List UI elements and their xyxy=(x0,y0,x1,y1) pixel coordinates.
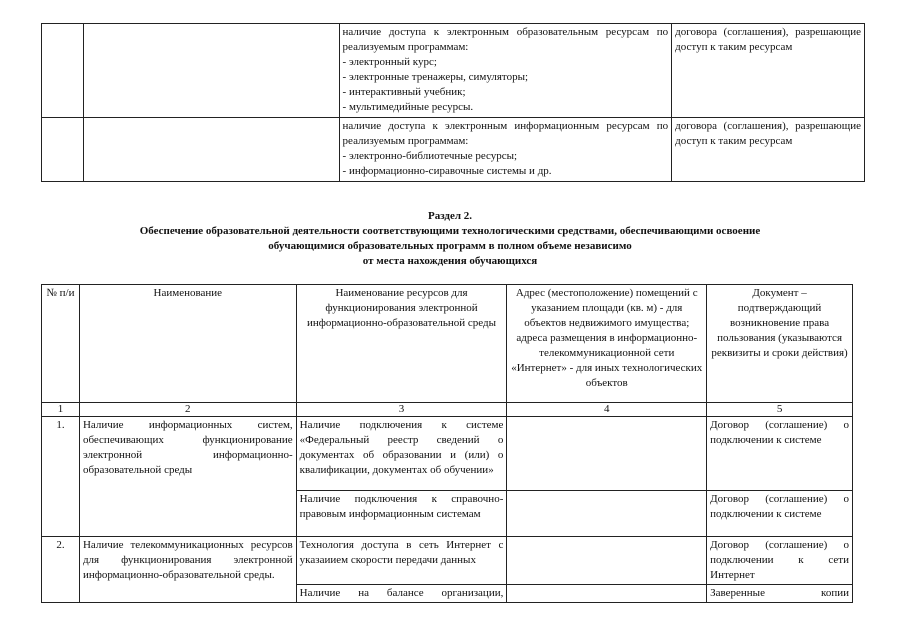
row-name: Наличие телекоммуникационных ресурсов для функционирования электронной информационно-образовательной среды. xyxy=(79,537,296,603)
column-number: 4 xyxy=(507,403,707,417)
section-title-line: обучающимися образовательных программ в полном объеме независимо xyxy=(268,240,632,252)
document-cell: Договор (соглашение) о подключении к системе xyxy=(707,491,853,537)
list-item: - электронный курс; xyxy=(343,55,669,70)
header-cell-resources: Наименование ресурсов для функционирования электронной информационно-образовательной среды xyxy=(296,285,507,403)
table-row xyxy=(42,537,853,585)
document-cell: договора (соглашения), разрешающие доступ к таким ресурсам xyxy=(672,24,865,118)
section-number: Раздел 2. xyxy=(427,210,473,222)
address-cell xyxy=(507,417,707,491)
resource-intro: наличие доступа к электронным информационным ресурсам по реализуемым программам: xyxy=(342,120,669,147)
table-row xyxy=(42,118,865,182)
empty-cell xyxy=(42,24,84,118)
list-item: - интерактивный учебник; xyxy=(343,85,669,100)
top-table xyxy=(41,23,865,182)
list-item: - электронные тренажеры, симуляторы; xyxy=(343,70,669,85)
address-cell xyxy=(507,585,707,603)
resource-cell: Наличие подключения к системе «Федеральный реестр сведений о документах об образовании и (или) о квалификации, документах об обучении» xyxy=(296,417,507,491)
section-heading xyxy=(0,209,900,269)
document-cell: Заверенные копии xyxy=(707,585,853,603)
resource-cell xyxy=(339,118,672,182)
document-cell: Договор (соглашение) о подключении к системе xyxy=(707,417,853,491)
section-title-line: Обеспечение образовательной деятельности соответствующими технологическими средствами, обеспечивающими освоение xyxy=(139,225,761,237)
resource-cell: Наличие на балансе организации, xyxy=(296,585,507,603)
list-item: - электронно-библиотечные ресурсы; xyxy=(343,149,669,164)
row-name: Наличие информационных систем, обеспечивающих функционирование электронной информационно-образовательной среды xyxy=(79,417,296,537)
header-cell-number: № п/и xyxy=(42,285,80,403)
header-cell-address: Адрес (местоположение) помещений с указанием площади (кв. м) - для объектов недвижимого имущества; адреса размещения в информационно-телекоммуникационной сети «Интернет» - для иных технологических объектов xyxy=(507,285,707,403)
header-cell-name: Наименование xyxy=(79,285,296,403)
resource-cell xyxy=(339,24,672,118)
column-number: 5 xyxy=(707,403,853,417)
address-cell xyxy=(507,491,707,537)
section-title-line: от места нахождения обучающихся xyxy=(362,255,538,267)
column-number-row xyxy=(42,403,853,417)
empty-cell xyxy=(83,24,339,118)
address-cell xyxy=(507,537,707,585)
resource-cell: Технология доступа в сеть Интернет с указаиием скорости передачи данных xyxy=(296,537,507,585)
header-row xyxy=(42,285,853,403)
list-item: - информационно-сиравочные системы и др. xyxy=(343,164,669,179)
row-number: 2. xyxy=(42,537,80,603)
column-number: 1 xyxy=(42,403,80,417)
resource-list xyxy=(343,55,669,115)
table-row xyxy=(42,417,853,491)
resource-intro: наличие доступа к электронным образовательным ресурсам по реализуемым программам: xyxy=(342,26,669,53)
document-cell: договора (соглашения), разрешающие доступ к таким ресурсам xyxy=(672,118,865,182)
list-item: - мультимедийные ресурсы. xyxy=(343,100,669,115)
resource-cell: Наличие подключения к справочно-правовым информационным системам xyxy=(296,491,507,537)
document-cell: Договор (соглашение) о подключении к сети Интернет xyxy=(707,537,853,585)
resource-list xyxy=(343,149,669,179)
column-number: 2 xyxy=(79,403,296,417)
table-row xyxy=(42,24,865,118)
row-number: 1. xyxy=(42,417,80,537)
resources-table xyxy=(41,284,853,603)
header-cell-document: Документ – подтверждающий возникновение права пользования (указываются реквизиты и сроки действия) xyxy=(707,285,853,403)
empty-cell xyxy=(83,118,339,182)
column-number: 3 xyxy=(296,403,507,417)
empty-cell xyxy=(42,118,84,182)
